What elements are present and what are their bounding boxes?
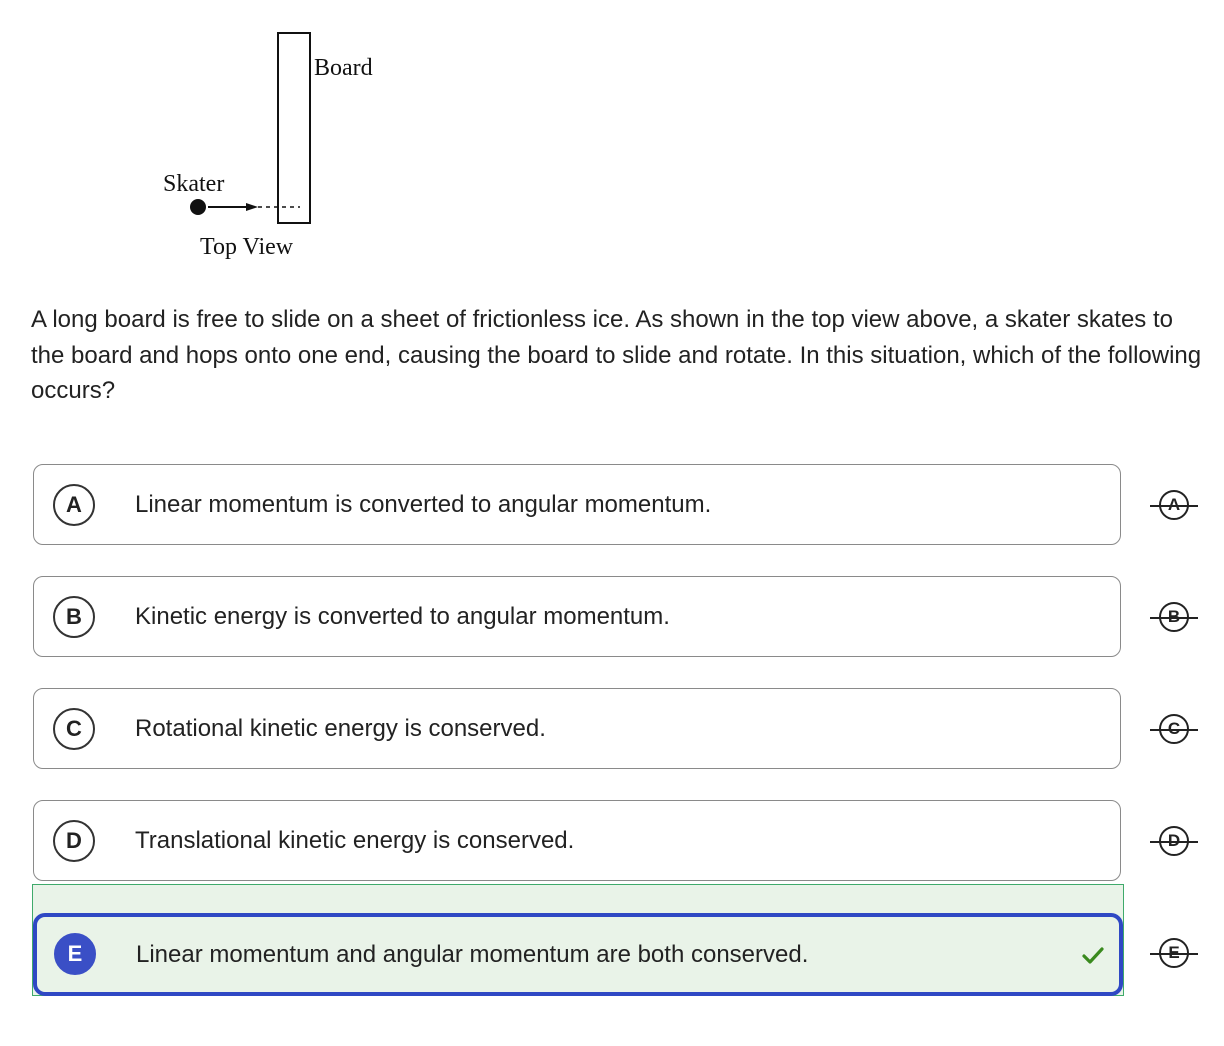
top-view-label: Top View: [200, 234, 294, 260]
option-d-text: Translational kinetic energy is conserved.: [135, 827, 575, 854]
option-a-text: Linear momentum is converted to angular momentum.: [135, 491, 712, 518]
skater-label: Skater: [163, 171, 225, 197]
board-rect: [278, 33, 310, 223]
skater-arrow-head: [246, 203, 258, 211]
strike-option-e-button[interactable]: [1150, 937, 1200, 971]
option-b-text: Kinetic energy is converted to angular momentum.: [135, 603, 670, 630]
strikethrough-icon: [1150, 841, 1198, 843]
option-d[interactable]: [33, 800, 1121, 881]
option-a-letter: A: [53, 484, 95, 526]
strikethrough-icon: [1150, 953, 1198, 955]
option-e-text: Linear momentum and angular momentum are both conserved.: [136, 941, 809, 968]
skater-dot: [190, 199, 206, 215]
strike-option-b-button[interactable]: [1150, 601, 1200, 635]
strikethrough-icon: [1150, 729, 1198, 731]
diagram-figure: [150, 20, 410, 270]
strike-option-d-button[interactable]: [1150, 825, 1200, 859]
option-d-letter: D: [53, 820, 95, 862]
strike-option-c-button[interactable]: [1150, 713, 1200, 747]
option-b[interactable]: [33, 576, 1121, 657]
option-b-letter: B: [53, 596, 95, 638]
option-e[interactable]: [33, 913, 1123, 996]
option-a[interactable]: [33, 464, 1121, 545]
option-e-letter: E: [54, 933, 96, 975]
checkmark-icon: [1081, 943, 1105, 967]
option-c-letter: C: [53, 708, 95, 750]
question-stem: A long board is free to slide on a sheet of frictionless ice. As shown in the top view above, a skater skates to the board and hops onto one end, causing the board to slide and rotate. In this situation, which of the following occurs?: [31, 306, 1202, 404]
strike-option-a-button[interactable]: [1150, 489, 1200, 523]
board-label: Board: [314, 55, 373, 81]
option-c[interactable]: [33, 688, 1121, 769]
strikethrough-icon: [1150, 505, 1198, 507]
option-c-text: Rotational kinetic energy is conserved.: [135, 715, 546, 742]
top-view-diagram: [150, 20, 410, 270]
strikethrough-icon: [1150, 617, 1198, 619]
